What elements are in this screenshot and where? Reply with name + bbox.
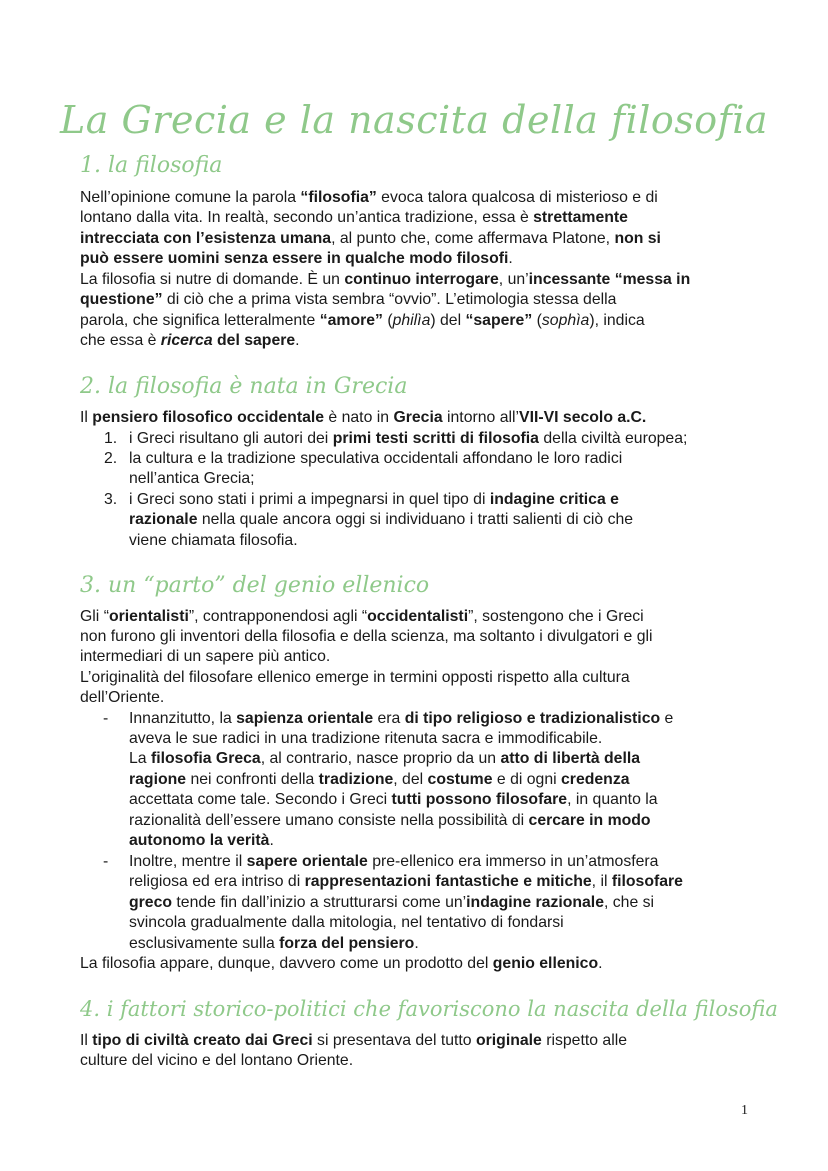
paragraph-line: lontano dalla vita. In realtà, secondo un’antica tradizione, essa è strettamente [80, 209, 628, 226]
paragraph-line: intermediari di un sapere più antico. [80, 648, 331, 665]
list-item-continued: nell’antica Grecia; [129, 470, 255, 487]
paragraph-line: Gli “orientalisti”, contrapponendosi agli “occidentalisti”, sostengono che i Greci [80, 608, 644, 625]
section-heading-2: 2. la filosofia è nata in Grecia [80, 374, 408, 399]
paragraph-line: La filosofia si nutre di domande. È un continuo interrogare, un’incessante “messa in [80, 271, 691, 288]
bullet-line: greco tende fin dall’inizio a strutturarsi come un’indagine razionale, che si [129, 894, 655, 911]
list-item: i Greci risultano gli autori dei primi testi scritti di filosofia della civiltà europea; [129, 430, 688, 447]
list-item: i Greci sono stati i primi a impegnarsi in quel tipo di indagine critica e [129, 491, 619, 508]
list-item: la cultura e la tradizione speculativa occidentali affondano le loro radici [129, 450, 623, 467]
paragraph-line: questione” di ciò che a prima vista sembra “ovvio”. L’etimologia stessa della [80, 291, 617, 308]
paragraph-line: Il tipo di civiltà creato dai Greci si presentava del tutto originale rispetto alle [80, 1032, 628, 1049]
paragraph-line: culture del vicino e del lontano Oriente. [80, 1052, 354, 1069]
list-item-continued: razionale nella quale ancora oggi si individuano i tratti salienti di ciò che [129, 511, 634, 528]
bullet-line: Inoltre, mentre il sapere orientale pre-ellenico era immerso in un’atmosfera [129, 853, 659, 870]
bullet-line: accettata come tale. Secondo i Greci tutti possono filosofare, in quanto la [129, 791, 658, 808]
bullet-line: Innanzitutto, la sapienza orientale era di tipo religioso e tradizionalistico e [129, 710, 674, 727]
page-number: 1 [741, 1103, 748, 1118]
bullet-line: autonomo la verità. [129, 832, 274, 849]
bullet-line: esclusivamente sulla forza del pensiero. [129, 935, 419, 952]
bullet-line: religiosa ed era intriso di rappresentazioni fantastiche e mitiche, il filosofare [129, 873, 683, 890]
bullet-line: aveva le sue radici in una tradizione ritenuta sacra e immodificabile. [129, 730, 603, 747]
bullet-line: razionalità dell’essere umano consiste nella possibilità di cercare in modo [129, 812, 651, 829]
paragraph-line: che essa è ricerca del sapere. [80, 332, 300, 349]
document-title: La Grecia e la nascita della filosofia [59, 98, 769, 142]
paragraph-line: intrecciata con l’esistenza umana, al punto che, come affermava Platone, non si [80, 230, 661, 247]
paragraph-line: La filosofia appare, dunque, davvero come un prodotto del genio ellenico. [80, 955, 603, 972]
paragraph-line: può essere uomini senza essere in qualche modo filosofi. [80, 250, 513, 267]
paragraph-line: Il pensiero filosofico occidentale è nato in Grecia intorno all’VII-VI secolo a.C. [80, 409, 647, 426]
paragraph-line: parola, che significa letteralmente “amore” (philìa) del “sapere” (sophìa), indica [80, 312, 645, 329]
paragraph-line: L’originalità del filosofare ellenico emerge in termini opposti rispetto alla cultura [80, 669, 630, 686]
bullet-dash: - [103, 710, 109, 727]
section-heading-3: 3. un “parto” del genio ellenico [80, 573, 430, 598]
list-number: 1. [104, 430, 118, 447]
list-number: 3. [104, 491, 118, 508]
bullet-line: ragione nei confronti della tradizione, del costume e di ogni credenza [129, 771, 630, 788]
paragraph-line: Nell’opinione comune la parola “filosofia” evoca talora qualcosa di misterioso e di [80, 189, 658, 206]
paragraph-line: dell’Oriente. [80, 689, 165, 706]
list-item-continued: viene chiamata filosofia. [129, 532, 298, 549]
list-number: 2. [104, 450, 118, 467]
section-heading-1: 1. la filosofia [80, 153, 223, 178]
bullet-dash: - [103, 853, 109, 870]
bullet-line: La filosofia Greca, al contrario, nasce proprio da un atto di libertà della [129, 750, 641, 767]
section-heading-4: 4. i fattori storico-politici che favoriscono la nascita della filosofia [80, 997, 778, 1021]
bullet-line: svincola gradualmente dalla mitologia, nel tentativo di fondarsi [129, 914, 564, 931]
paragraph-line: non furono gli inventori della filosofia e della scienza, ma soltanto i divulgatori e gli [80, 628, 653, 645]
